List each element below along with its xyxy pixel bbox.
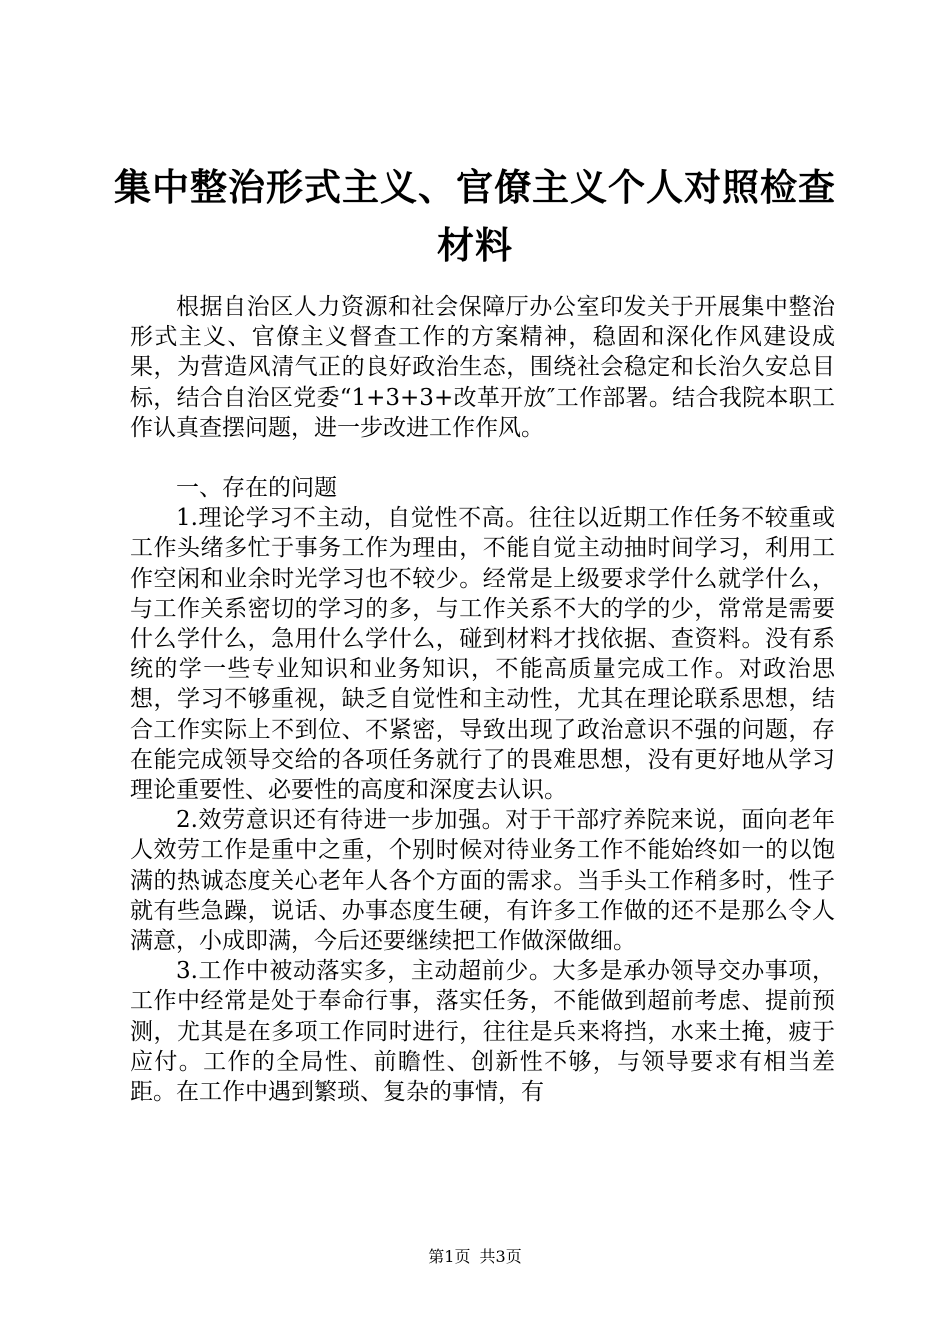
- problem-item-3: 3.工作中被动落实多，主动超前少。大多是承办领导交办事项，工作中经常是处于奉命行事，落实任务，不能做到超前考虑、提前预测，尤其是在多项工作同时进行，往往是兵来将挡，水来土掩，疲于应付。工作的全局性、前瞻性、创新性不够，与领导要求有相当差距。在工作中遇到繁琐、复杂的事情，有: [130, 958, 835, 1106]
- document-body: [130, 292, 835, 1107]
- document-title: 集中整治形式主义、官僚主义个人对照检查材料: [114, 165, 836, 267]
- page-footer: [0, 1244, 950, 1267]
- page-number: 第1页: [428, 1247, 471, 1266]
- problem-item-2: 2.效劳意识还有待进一步加强。对于干部疗养院来说，面向老年人效劳工作是重中之重，个别时候对待业务工作不能始终如一的以饱满的热诚态度关心老年人各个方面的需求。当手头工作稍多时，性子就有些急躁，说话、办事态度生硬，有许多工作做的还不是那么令人满意，小成即满，今后还要继续把工作做深做细。: [130, 807, 835, 955]
- intro-paragraph: 根据自治区人力资源和社会保障厅办公室印发关于开展集中整治形式主义、官僚主义督查工作的方案精神，稳固和深化作风建设成果，为营造风清气正的良好政治生态，围绕社会稳定和长治久安总目标，结合自治区党委“1+3+3+改革开放″工作部署。结合我院本职工作认真查摆问题，进一步改进工作作风。: [130, 294, 835, 441]
- section-heading: 一、存在的问题: [176, 475, 337, 502]
- page-total: 共3页: [479, 1247, 522, 1266]
- problem-item-1: 1.理论学习不主动，自觉性不高。往往以近期工作任务不较重或工作头绪多忙于事务工作为理由，不能自觉主动抽时间学习，利用工作空闲和业余时光学习也不较少。经常是上级要求学什么就学什么，与工作关系密切的学习的多，与工作关系不大的学的少，常常是需要什么学什么，急用什么学什么，碰到材料才找依据、查资料。没有系统的学一些专业知识和业务知识，不能高质量完成工作。对政治思想，学习不够重视，缺乏自觉性和主动性，尤其在理论联系思想，结合工作实际上不到位、不紧密，导致出现了政治意识不强的问题，存在能完成领导交给的各项任务就行了的畏难思想，没有更好地从学习理论重要性、必要性的高度和深度去认识。: [130, 505, 835, 804]
- paragraph-gap: [130, 443, 835, 473]
